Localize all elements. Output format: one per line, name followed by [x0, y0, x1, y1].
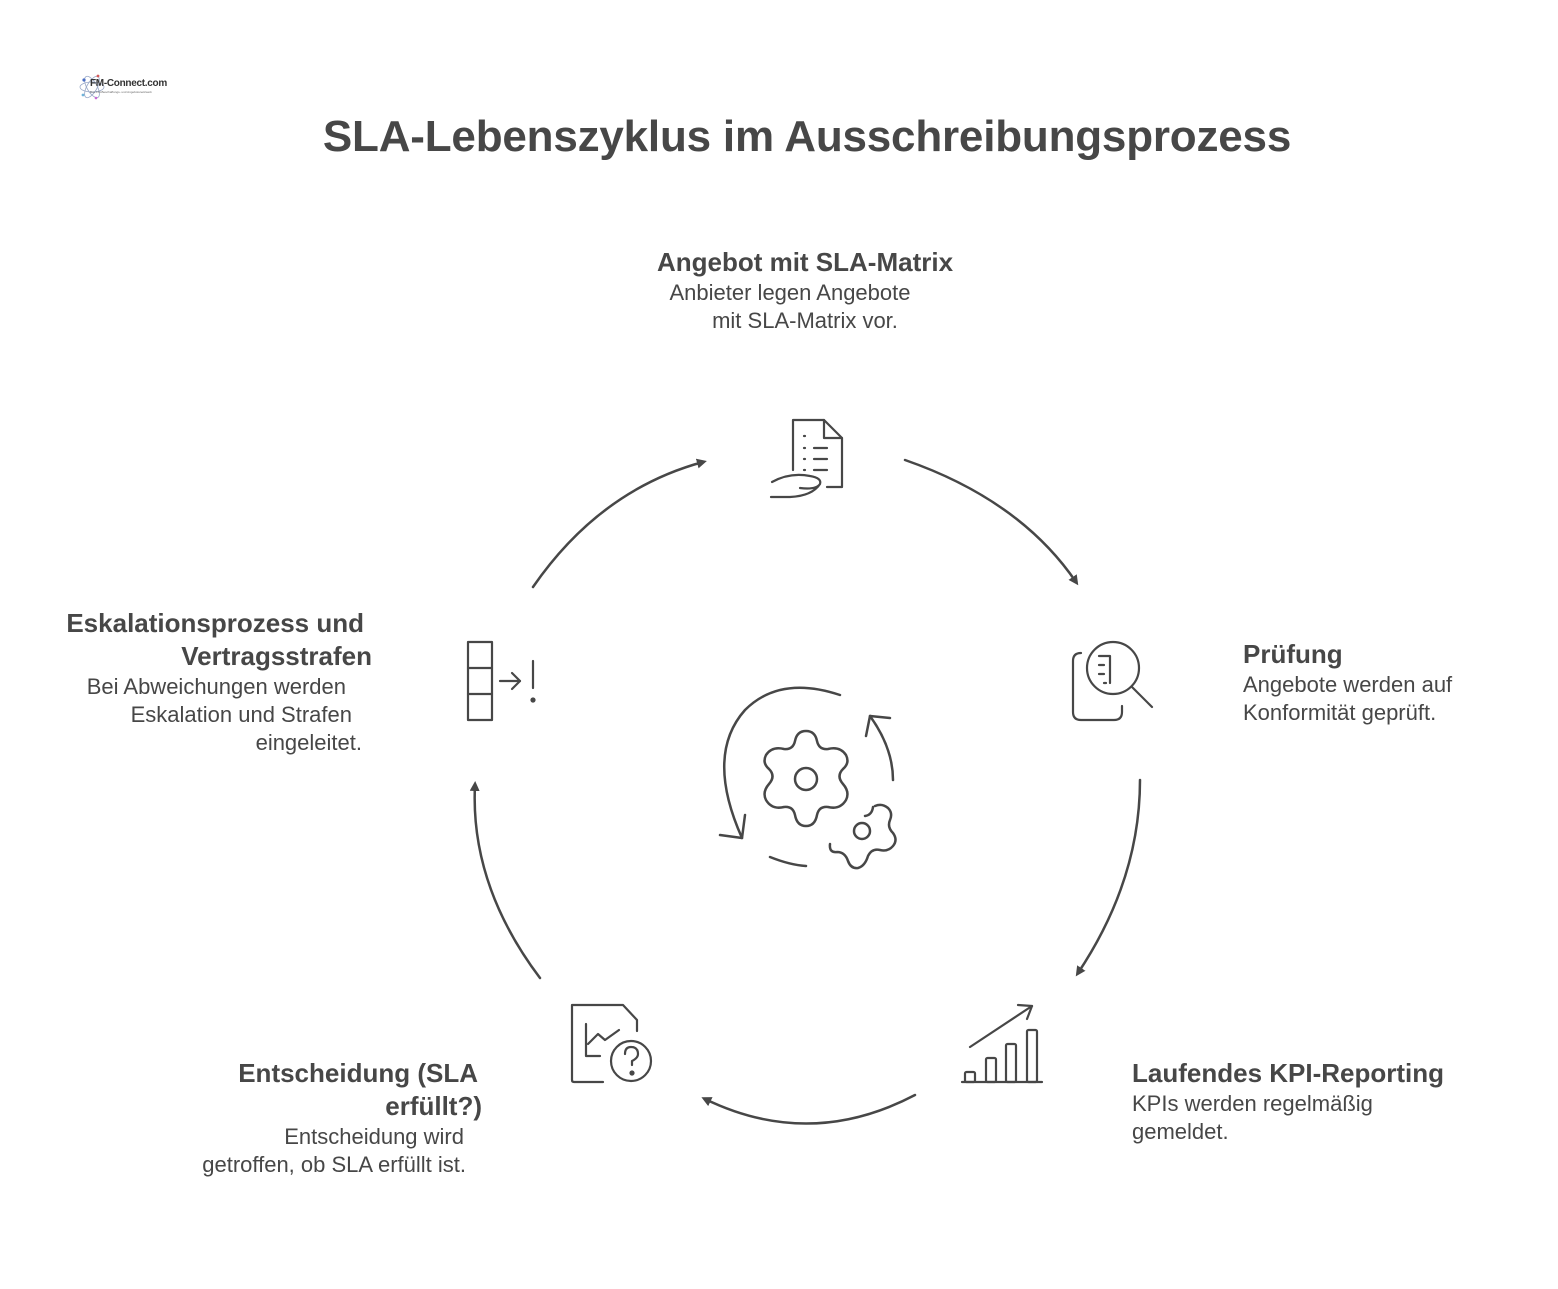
escalation-stack-icon	[468, 642, 535, 720]
step-review	[1243, 638, 1543, 727]
document-search-icon	[1073, 642, 1152, 720]
page-title: SLA-Lebenszyklus im Ausschreibungsprozess	[322, 112, 1292, 161]
step-desc-line: Angebote werden auf	[1243, 672, 1453, 697]
step-desc-line: Bei Abweichungen werden	[86, 674, 346, 699]
step-offer	[620, 246, 990, 335]
chart-document-question-icon	[572, 1005, 651, 1082]
step-kpi-reporting	[1132, 1057, 1512, 1146]
arrow-reporting-to-decision	[705, 1095, 915, 1124]
step-desc-line: getroffen, ob SLA erfüllt ist.	[202, 1152, 466, 1177]
logo-text: FM-Connect.com	[90, 78, 167, 89]
gears-cycle-icon	[720, 688, 896, 868]
step-desc-line: KPIs werden regelmäßig	[1132, 1091, 1373, 1116]
step-decision	[140, 1057, 482, 1179]
logo-tagline: Das FM-Beschaffungs- und Angebotsnetzwerk	[90, 90, 152, 94]
step-desc-line: eingeleitet.	[255, 730, 362, 755]
arrow-escalation-to-offer	[533, 462, 703, 587]
step-title: Prüfung	[1243, 639, 1343, 669]
document-hand-icon	[771, 420, 842, 497]
bar-chart-growth-icon	[962, 1005, 1042, 1082]
step-desc-line: Entscheidung wird	[284, 1124, 464, 1149]
step-title-line: Eskalationsprozess und	[66, 608, 364, 638]
arrow-offer-to-review	[905, 460, 1076, 582]
step-title-line: Vertragsstrafen	[181, 641, 372, 671]
step-title-line: erfüllt?)	[385, 1091, 482, 1121]
step-desc-line: Anbieter legen Angebote	[669, 280, 911, 305]
step-desc-line: gemeldet.	[1132, 1119, 1229, 1144]
step-desc-line: Eskalation und Strafen	[130, 702, 352, 727]
arrow-review-to-reporting	[1078, 780, 1140, 973]
step-desc-line: mit SLA-Matrix vor.	[712, 308, 898, 333]
step-title-line: Entscheidung (SLA	[238, 1058, 478, 1088]
arrow-decision-to-escalation	[475, 785, 540, 978]
step-title: Laufendes KPI-Reporting	[1132, 1058, 1445, 1088]
step-title: Angebot mit SLA-Matrix	[656, 247, 954, 277]
step-escalation	[40, 607, 372, 757]
step-desc-line: Konformität geprüft.	[1243, 700, 1437, 725]
